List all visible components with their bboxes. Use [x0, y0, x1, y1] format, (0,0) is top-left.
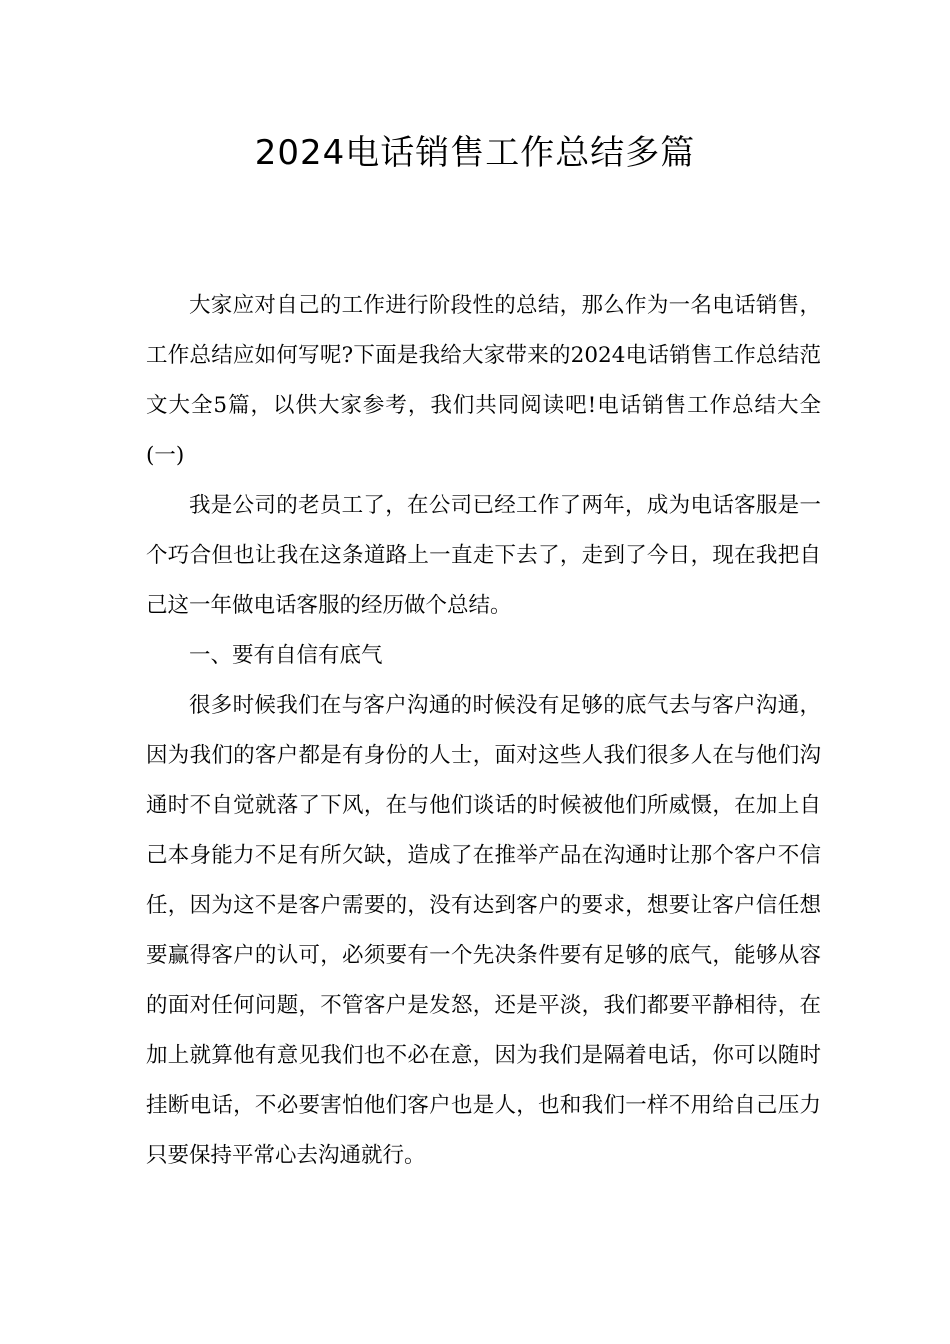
document-body — [146, 281, 821, 1181]
section-heading-confidence: 一、要有自信有底气 — [189, 643, 383, 668]
document-title: 2024电话销售工作总结多篇 — [254, 133, 696, 173]
paragraph-intro: 大家应对自己的工作进行阶段性的总结，那么作为一名电话销售，工作总结应如何写呢?下面是我给大家带来的2024电话销售工作总结范文大全5篇，以供大家参考，我们共同阅读吧!电话销售工作总结大全(一) — [146, 293, 821, 468]
paragraph-confidence: 很多时候我们在与客户沟通的时候没有足够的底气去与客户沟通，因为我们的客户都是有身份的人士，面对这些人我们很多人在与他们沟通时不自觉就落了下风，在与他们谈话的时候被他们所威慑，在加上自己本身能力不足有所欠缺，造成了在推举产品在沟通时让那个客户不信任，因为这不是客户需要的，没有达到客户的要求，想要让客户信任想要赢得客户的认可，必须要有一个先决条件要有足够的底气，能够从容的面对任何问题，不管客户是发怒，还是平淡，我们都要平静相待，在加上就算他有意见我们也不必在意，因为我们是隔着电话，你可以随时挂断电话，不必要害怕他们客户也是人，也和我们一样不用给自己压力只要保持平常心去沟通就行。 — [146, 693, 821, 1168]
paragraph-background: 我是公司的老员工了，在公司已经工作了两年，成为电话客服是一个巧合但也让我在这条道路上一直走下去了，走到了今日，现在我把自己这一年做电话客服的经历做个总结。 — [146, 493, 821, 618]
